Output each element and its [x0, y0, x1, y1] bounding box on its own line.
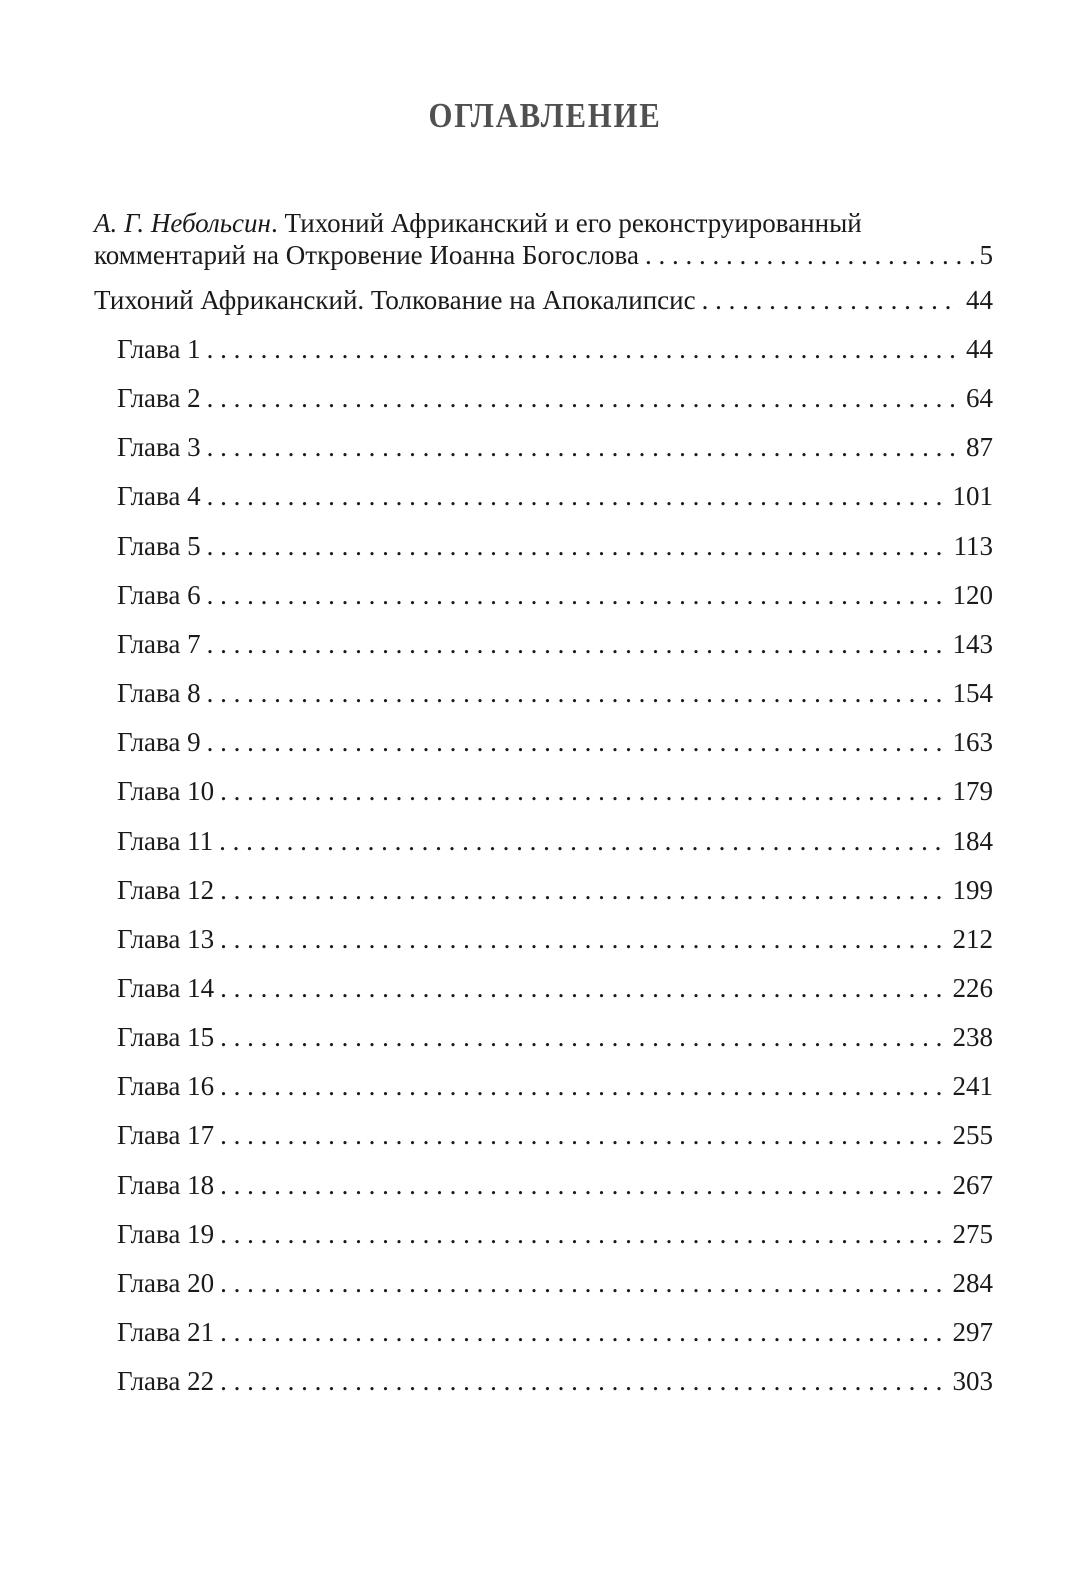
toc-entry-label: Глава 1	[117, 334, 201, 364]
toc-entry-chapter[interactable]	[117, 775, 993, 807]
toc-entry-row	[117, 825, 993, 857]
toc-entry-label: Глава 12	[117, 874, 215, 905]
toc-page-number: 5	[979, 240, 993, 270]
dot-leader	[220, 1169, 946, 1201]
toc-entry-label: Глава 22	[117, 1366, 215, 1397]
toc-entry-row	[117, 333, 993, 365]
dot-leader	[207, 677, 947, 709]
toc-entry-row	[117, 1070, 993, 1102]
toc-entry-label: Глава 4	[117, 481, 201, 512]
toc-entry-row	[117, 579, 993, 611]
toc-page-number: 184	[952, 825, 993, 856]
toc-entry-chapter[interactable]	[117, 972, 993, 1004]
toc-entry-label: Глава 19	[117, 1218, 215, 1249]
toc-entry-row	[94, 284, 993, 316]
toc-page-number: 275	[952, 1218, 993, 1249]
dot-leader	[220, 1021, 946, 1053]
toc-entry-chapter[interactable]	[117, 825, 993, 857]
toc-entry-row	[117, 382, 993, 414]
toc-page-number: 297	[952, 1317, 993, 1347]
toc-page-number: 267	[952, 1169, 993, 1200]
toc-entry-chapter[interactable]	[117, 382, 993, 414]
toc-entry-chapter[interactable]	[117, 1070, 993, 1102]
toc-entry-intro-line2	[94, 239, 993, 271]
dot-leader	[220, 1316, 946, 1348]
toc-page-number: 179	[952, 776, 993, 807]
toc-entry-chapter[interactable]	[117, 923, 993, 955]
dot-leader	[207, 628, 947, 660]
dot-leader	[207, 333, 960, 365]
toc-entry-chapter[interactable]	[117, 1218, 993, 1250]
toc-entry-label: Глава 11	[117, 825, 214, 856]
toc-entry-chapter[interactable]	[117, 480, 993, 512]
toc-entry-intro-line1-text	[94, 207, 862, 239]
toc-entry-chapter[interactable]	[117, 333, 993, 365]
dot-leader	[220, 1070, 946, 1102]
dot-leader	[207, 431, 960, 463]
dot-leader	[220, 775, 946, 807]
toc-entry-label: Глава 13	[117, 923, 215, 954]
toc-entry-row	[117, 677, 993, 709]
toc-entry-label: Глава 15	[117, 1022, 215, 1053]
toc-entry-chapter[interactable]	[117, 1267, 993, 1299]
toc-entry-row	[117, 923, 993, 955]
toc-entry-row	[117, 480, 993, 512]
toc-entry-label: Глава 21	[117, 1317, 215, 1347]
toc-entry-chapter[interactable]	[117, 1021, 993, 1053]
toc-page-number: 238	[952, 1022, 993, 1053]
toc-entry-chapter[interactable]	[117, 726, 993, 758]
toc-page-number: 226	[952, 972, 993, 1003]
toc-entry-label: Глава 7	[117, 628, 201, 659]
toc-entry-label: Глава 10	[117, 776, 215, 807]
toc-page-number: 64	[966, 383, 993, 414]
dot-leader	[220, 1365, 946, 1397]
toc-page-number: 101	[952, 481, 993, 512]
toc-entry-main-text[interactable]	[94, 284, 993, 316]
toc-entry-row	[117, 1365, 993, 1397]
toc-page-number: 44	[966, 285, 993, 315]
toc-entry-intro-title-part1: . Тихоний Африканский и его реконструированный	[270, 208, 862, 238]
toc-entry-label: Глава 17	[117, 1120, 215, 1151]
toc-entry-chapter[interactable]	[117, 677, 993, 709]
toc-entry-row	[117, 628, 993, 660]
toc-page-number: 255	[952, 1120, 993, 1151]
toc-entry-label: Глава 5	[117, 530, 201, 561]
toc-page-number: 199	[952, 874, 993, 905]
toc-entry-label: Глава 3	[117, 432, 201, 463]
toc-entry-row	[117, 972, 993, 1004]
toc-entry-label: Глава 8	[117, 678, 201, 709]
dot-leader	[207, 530, 948, 562]
toc-entry-row	[117, 1316, 993, 1348]
toc-entry-chapter[interactable]	[117, 530, 993, 562]
toc-entry-row	[117, 1218, 993, 1250]
toc-entry-intro[interactable]	[94, 207, 993, 271]
toc-entry-label: Глава 20	[117, 1267, 215, 1298]
dot-leader	[207, 726, 947, 758]
toc-page-number: 212	[952, 923, 993, 954]
toc-entry-label: Глава 6	[117, 579, 201, 610]
toc-page-number: 87	[966, 432, 993, 463]
toc-page-number: 154	[952, 678, 993, 709]
toc-entry-row	[117, 726, 993, 758]
toc-page-number: 241	[952, 1071, 993, 1102]
toc-entry-row	[117, 1021, 993, 1053]
toc-entry-chapter[interactable]	[117, 1316, 993, 1348]
toc-entry-chapter[interactable]	[117, 431, 993, 463]
page-title: ОГЛАВЛЕНИЕ	[428, 96, 662, 135]
toc-entry-chapter[interactable]	[117, 1119, 993, 1151]
toc-page-number: 44	[966, 334, 993, 364]
toc-entry-row	[117, 1267, 993, 1299]
toc-page-number: 113	[953, 530, 993, 561]
dot-leader	[220, 972, 946, 1004]
toc-entry-intro-title-part2: комментарий на Откровение Иоанна Богослова	[94, 240, 639, 270]
toc-page-number: 143	[952, 628, 993, 659]
toc-entry-chapter[interactable]	[117, 579, 993, 611]
toc-entry-label: Глава 18	[117, 1169, 215, 1200]
toc-page-number: 120	[952, 579, 993, 610]
dot-leader	[220, 1119, 946, 1151]
toc-entry-author: А. Г. Небольсин	[94, 208, 271, 238]
dot-leader	[220, 1218, 946, 1250]
dot-leader	[702, 284, 960, 316]
toc-entry-row	[117, 530, 993, 562]
toc-entry-chapter[interactable]	[117, 628, 993, 660]
toc-entry-row	[117, 431, 993, 463]
toc-entry-chapter[interactable]	[117, 1169, 993, 1201]
dot-leader	[220, 874, 946, 906]
toc-page-number: 303	[952, 1366, 993, 1397]
toc-page-number: 284	[952, 1267, 993, 1298]
toc-entry-label: Тихоний Африканский. Толкование на Апокалипсис	[94, 285, 696, 315]
toc-entry-chapter[interactable]	[117, 874, 993, 906]
toc-entry-label: Глава 14	[117, 972, 215, 1003]
toc-page-number: 163	[952, 727, 993, 758]
toc-entry-row	[117, 874, 993, 906]
toc-entry-intro-line1	[94, 207, 993, 239]
toc-entry-row	[117, 775, 993, 807]
toc-entry-chapter[interactable]	[117, 1365, 993, 1397]
toc-entry-row	[117, 1119, 993, 1151]
toc-entry-label: Глава 16	[117, 1071, 215, 1102]
dot-leader	[219, 825, 946, 857]
toc-entry-row	[117, 1169, 993, 1201]
toc-entry-label: Глава 2	[117, 383, 201, 414]
dot-leader	[645, 239, 974, 271]
dot-leader	[220, 1267, 946, 1299]
dot-leader	[207, 382, 960, 414]
toc-entry-label: Глава 9	[117, 727, 201, 758]
dot-leader	[220, 923, 946, 955]
dot-leader	[207, 480, 947, 512]
dot-leader	[207, 579, 947, 611]
